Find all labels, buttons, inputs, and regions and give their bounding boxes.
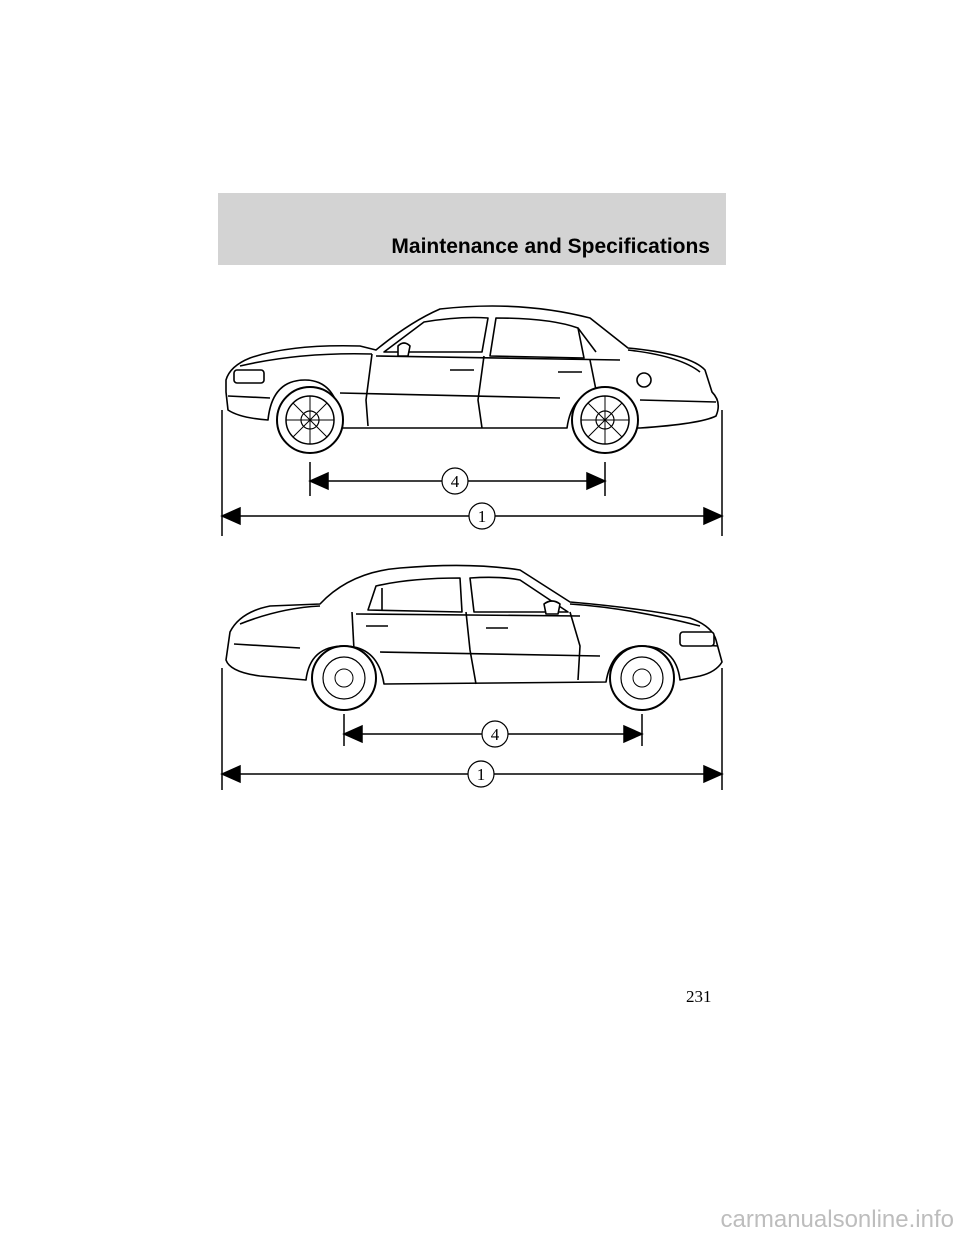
wheel-front-top	[277, 387, 343, 453]
length-label-top: 1	[477, 507, 487, 526]
wheel-rear-top	[572, 387, 638, 453]
wheel-front-bottom	[610, 646, 674, 710]
page-number: 231	[686, 987, 712, 1006]
wheelbase-label-top: 4	[450, 472, 460, 491]
wheel-rear-bottom	[312, 646, 376, 710]
section-title: Maintenance and Specifications	[391, 235, 710, 258]
watermark: carmanualsonline.info	[720, 1206, 954, 1233]
length-label-bottom: 1	[476, 765, 486, 784]
wheelbase-label-bottom: 4	[490, 725, 500, 744]
